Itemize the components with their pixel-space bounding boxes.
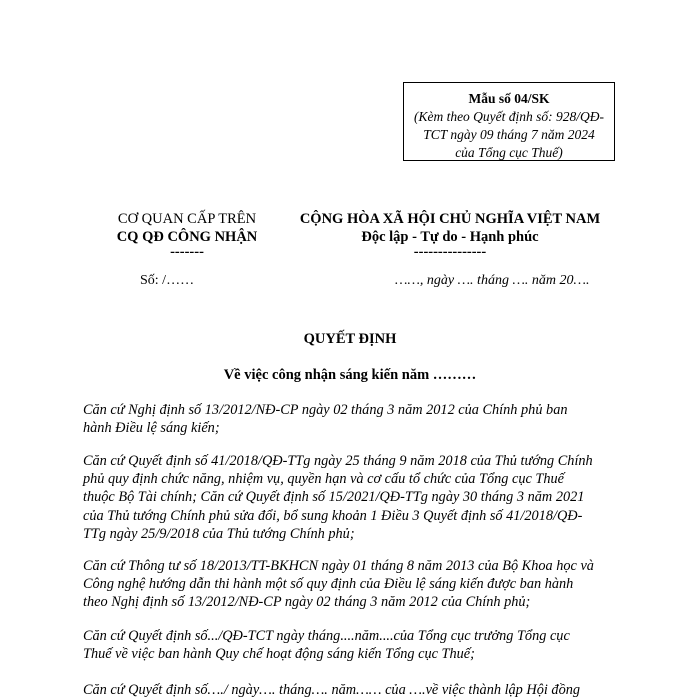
document-title: QUYẾT ĐỊNH <box>303 331 397 347</box>
legal-basis-paragraph-1 <box>83 401 623 437</box>
issuing-agency-block <box>92 210 282 258</box>
basis-line: Căn cứ Quyết định số 41/2018/QĐ-TTg ngày 25 tháng 9 năm 2018 của Thủ tướng Chính <box>83 453 593 469</box>
form-note-line-1: (Kèm theo Quyết định số: 928/QĐ- <box>413 109 605 124</box>
basis-line: Căn cứ Nghị định số 13/2012/NĐ-CP ngày 02 tháng 3 năm 2012 của Chính phủ ban <box>83 402 568 418</box>
form-number-box <box>403 82 615 161</box>
basis-line: TTg ngày 25/9/2018 của Thủ tướng Chính phủ; <box>83 525 355 542</box>
basis-line: Căn cứ Thông tư số 18/2013/TT-BKHCN ngày 01 tháng 8 năm 2013 của Bộ Khoa học và <box>83 558 594 574</box>
basis-line: hành Điều lệ sáng kiến; <box>83 420 220 437</box>
legal-basis-paragraph-2 <box>83 452 623 543</box>
motto-divider: --------------- <box>413 244 487 260</box>
document-place-date: ……, ngày …. tháng …. năm 20…. <box>395 273 590 288</box>
basis-line: của Thủ tướng Chính phủ sửa đổi, bổ sung khoản 1 Điều 3 Quyết định số 41/2018/QĐ- <box>83 507 583 524</box>
legal-basis-paragraph-5 <box>83 681 623 699</box>
basis-line: theo Nghị định số 13/2012/NĐ-CP ngày 02 tháng 3 năm 2012 của Chính phủ; <box>83 594 531 611</box>
legal-basis-paragraph-3 <box>83 557 623 612</box>
agency-divider: ------- <box>170 244 204 260</box>
form-note-line-2: TCT ngày 09 tháng 7 năm 2024 <box>423 127 595 142</box>
basis-line: phủ quy định chức năng, nhiệm vụ, quyền hạn và cơ cấu tổ chức của Tổng cục Thuế <box>83 471 565 488</box>
country-name: CỘNG HÒA XÃ HỘI CHỦ NGHĨA VIỆT NAM <box>299 211 601 227</box>
basis-line: Công nghệ hướng dẫn thi hành một số quy định của Điều lệ sáng kiến được ban hành <box>83 576 574 593</box>
form-number: Mẫu số 04/SK <box>468 91 550 106</box>
superior-agency-name: CƠ QUAN CẤP TRÊN <box>117 211 257 227</box>
basis-line: Căn cứ Quyết định số…./ ngày…. tháng…. năm…… của ….về việc thành lập Hội đồng <box>83 682 581 698</box>
basis-line: Căn cứ Quyết định số.../QĐ-TCT ngày tháng....năm....của Tổng cục trưởng Tổng cục <box>83 628 570 644</box>
document-subject: Về việc công nhận sáng kiến năm ……… <box>223 367 477 383</box>
legal-basis-paragraph-4 <box>83 627 623 663</box>
document-number: Số: /…… <box>140 273 195 288</box>
recognizing-agency-name: CQ QĐ CÔNG NHẬN <box>116 229 258 245</box>
national-motto: Độc lập - Tự do - Hạnh phúc <box>361 229 539 245</box>
basis-line: Thuế về việc ban hành Quy chế hoạt động sáng kiến Tổng cục Thuế; <box>83 646 475 663</box>
national-header-block <box>262 210 638 258</box>
form-note-line-3: của Tổng cục Thuế) <box>455 145 563 160</box>
basis-line: thuộc Bộ Tài chính; Căn cứ Quyết định số 15/2021/QĐ-TTg ngày 30 tháng 3 năm 2021 <box>83 489 585 506</box>
